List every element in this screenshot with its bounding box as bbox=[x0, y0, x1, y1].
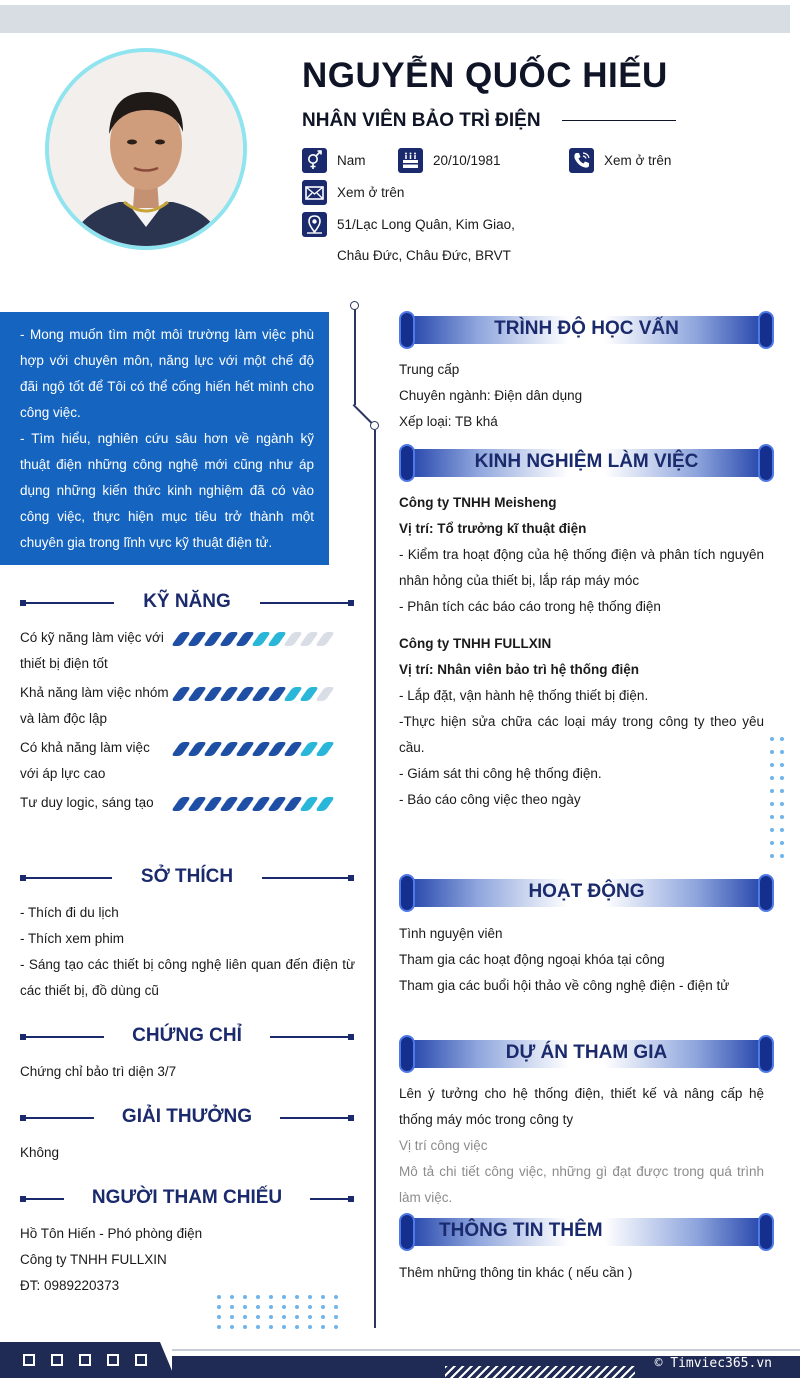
footer bbox=[0, 1342, 800, 1378]
phone-icon bbox=[569, 148, 594, 173]
skill-label: Có kỹ năng làm việc với thiết bị điện tốt bbox=[20, 630, 164, 671]
hobby-item: - Sáng tạo các thiết bị công nghệ liên quan đến điện từ các thiết bị, đồ dùng cũ bbox=[20, 957, 355, 998]
activity-item: Tình nguyện viên bbox=[399, 926, 503, 941]
awards-text: Không bbox=[20, 1145, 60, 1160]
project-detail-placeholder: Mô tả chi tiết công việc, những gì đạt được trong quá trình làm việc. bbox=[399, 1164, 764, 1205]
job-duty: - Kiểm tra hoạt động của hệ thống điện và phân tích nguyên nhân hỏng của thiết bị, lắp ráp máy móc bbox=[399, 547, 764, 588]
gender-icon bbox=[302, 148, 327, 173]
avatar bbox=[45, 48, 247, 250]
education-level: Trung cấp bbox=[399, 362, 460, 377]
timeline-dot bbox=[370, 421, 379, 430]
education-major: Chuyên ngành: Điện dân dụng bbox=[399, 388, 583, 403]
section-heading-hobbies: SỞ THÍCH bbox=[20, 866, 354, 890]
footer-square-icon bbox=[23, 1354, 35, 1366]
skill-label: Tư duy logic, sáng tạo bbox=[20, 795, 154, 810]
skill-label: Khả năng làm việc nhóm và làm độc lập bbox=[20, 685, 169, 726]
section-heading-certificates: CHỨNG CHỈ bbox=[20, 1025, 354, 1049]
project-position-placeholder: Vị trí công việc bbox=[399, 1138, 488, 1153]
reference-line: Công ty TNHH FULLXIN bbox=[20, 1252, 167, 1267]
top-strip bbox=[0, 5, 790, 33]
objective-paragraph-1: - Mong muốn tìm một môi trường làm việc phù hợp với chuyên môn, năng lực với một chế độ đãi ngộ tốt để Tôi có thể cống hiến hết mình cho công việc. bbox=[20, 327, 314, 420]
company-name: Công ty TNHH Meisheng bbox=[399, 495, 557, 510]
career-objective bbox=[0, 312, 329, 565]
more-info-text: Thêm những thông tin khác ( nếu cần ) bbox=[399, 1265, 633, 1280]
birthday-value: 20/10/1981 bbox=[433, 153, 501, 168]
job-title: NHÂN VIÊN BẢO TRÌ ĐIỆN bbox=[302, 110, 541, 131]
address-line1: 51/Lạc Long Quân, Kim Giao, bbox=[337, 217, 515, 232]
section-heading-education: TRÌNH ĐỘ HỌC VẤN bbox=[399, 311, 774, 349]
skill-label: Có khả năng làm việc với áp lực cao bbox=[20, 740, 150, 781]
hobby-item: - Thích đi du lịch bbox=[20, 905, 119, 920]
activities-text bbox=[399, 921, 764, 999]
section-heading-references: NGƯỜI THAM CHIẾU bbox=[20, 1187, 354, 1211]
job-duty: -Thực hiện sửa chữa các loại máy trong công ty theo yêu cầu. bbox=[399, 714, 764, 755]
section-heading-projects: DỰ ÁN THAM GIA bbox=[399, 1035, 774, 1073]
footer-square-icon bbox=[79, 1354, 91, 1366]
footer-square-icon bbox=[51, 1354, 63, 1366]
activity-item: Tham gia các buổi hội thảo về công nghệ điện - điện tử bbox=[399, 978, 730, 993]
hobbies-text bbox=[20, 900, 355, 1004]
certificates-text: Chứng chỉ bảo trì diện 3/7 bbox=[20, 1064, 177, 1079]
skill-segment bbox=[315, 632, 335, 646]
timeline-dot-top bbox=[350, 301, 359, 310]
section-heading-skills: KỸ NĂNG bbox=[20, 591, 354, 615]
company-name: Công ty TNHH FULLXIN bbox=[399, 636, 552, 651]
activity-item: Tham gia các hoạt động ngoại khóa tại công bbox=[399, 952, 665, 967]
birthday-cake-icon bbox=[398, 148, 423, 173]
section-heading-experience: KINH NGHIỆM LÀM VIỆC bbox=[399, 444, 774, 482]
job-duty: - Báo cáo công việc theo ngày bbox=[399, 792, 581, 807]
section-heading-more-info: THÔNG TIN THÊM bbox=[399, 1213, 774, 1251]
reference-line: ĐT: 0989220373 bbox=[20, 1278, 120, 1293]
reference-line: Hồ Tôn Hiến - Phó phòng điện bbox=[20, 1226, 203, 1241]
section-heading-awards: GIẢI THƯỞNG bbox=[20, 1106, 354, 1130]
phone-value: Xem ở trên bbox=[604, 153, 672, 168]
footer-brand: © Timviec365.vn bbox=[654, 1356, 772, 1371]
experience-job-1 bbox=[399, 490, 764, 620]
skill-segment bbox=[315, 742, 335, 756]
skill-segment bbox=[315, 687, 335, 701]
location-icon bbox=[302, 212, 327, 237]
footer-square-icon bbox=[135, 1354, 147, 1366]
job-position: Vị trí: Nhân viên bảo trì hệ thống điện bbox=[399, 662, 640, 677]
experience-job-2 bbox=[399, 631, 764, 813]
email-value: Xem ở trên bbox=[337, 185, 405, 200]
job-title-divider bbox=[562, 120, 676, 121]
address-line2: Châu Đức, Châu Đức, BRVT bbox=[337, 248, 511, 263]
job-duty: - Phân tích các báo cáo trong hệ thống điện bbox=[399, 599, 661, 614]
job-duty: - Lắp đặt, vận hành hệ thống thiết bị điện. bbox=[399, 688, 649, 703]
section-heading-activities: HOẠT ĐỘNG bbox=[399, 874, 774, 912]
profile-photo bbox=[49, 52, 243, 246]
job-duty: - Giám sát thi công hệ thống điện. bbox=[399, 766, 602, 781]
objective-paragraph-2: - Tìm hiểu, nghiên cứu sâu hơn về ngành kỹ thuật điện những công nghệ mới cũng như áp dụng những kiến thức kinh nghiệm đã có vào công việc, thực hiện mục tiêu trở thành một chuyên gia trong lĩnh vực kỹ thuật điện tử. bbox=[20, 431, 314, 550]
projects-text bbox=[399, 1081, 764, 1211]
skill-segment bbox=[315, 797, 335, 811]
project-description: Lên ý tưởng cho hệ thống điện, thiết kế và nâng cấp hệ thống máy móc trong công ty bbox=[399, 1086, 764, 1127]
education-grade: Xếp loại: TB khá bbox=[399, 414, 498, 429]
footer-square-icon bbox=[107, 1354, 119, 1366]
candidate-name: NGUYỄN QUỐC HIẾU bbox=[302, 56, 668, 95]
timeline-line-top bbox=[354, 307, 356, 405]
gender-value: Nam bbox=[337, 153, 366, 168]
hobby-item: - Thích xem phim bbox=[20, 931, 125, 946]
education-text bbox=[399, 357, 764, 435]
job-position: Vị trí: Tổ trưởng kĩ thuật điện bbox=[399, 521, 587, 536]
timeline-line bbox=[374, 430, 376, 1328]
references-text bbox=[20, 1221, 355, 1299]
email-icon bbox=[302, 180, 327, 205]
